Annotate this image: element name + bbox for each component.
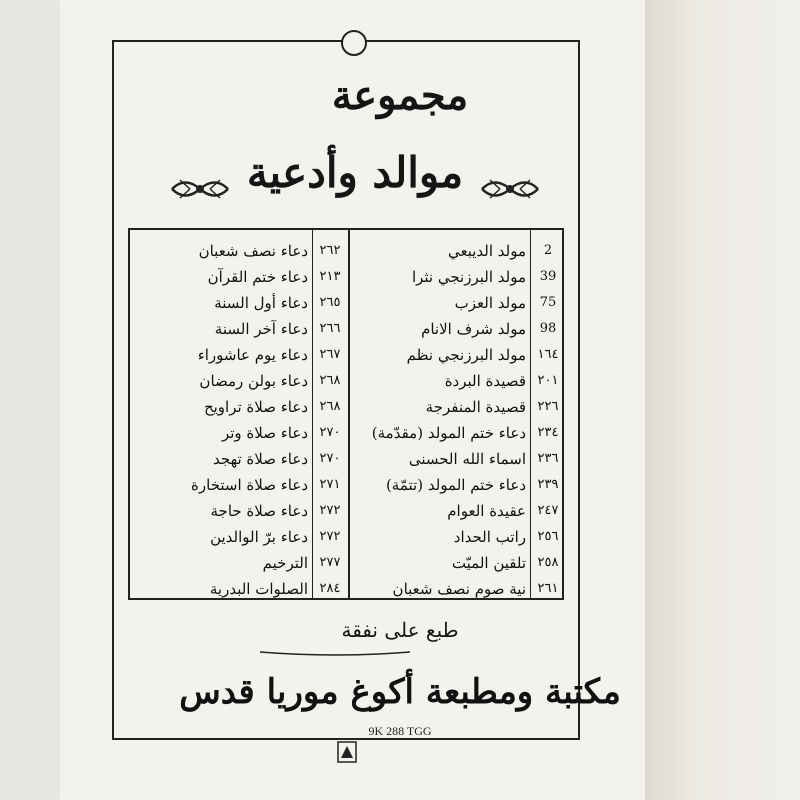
toc-entry-title: عقيدة العوام (447, 502, 526, 520)
toc-page-number: ٢١٣ (319, 269, 341, 284)
toc-page-number: ٢٥٦ (537, 529, 559, 544)
toc-page-number: ٢٦٨ (319, 373, 341, 388)
divider-flourish-icon (260, 648, 410, 656)
printed-by-label: طبع على نفقة (341, 618, 459, 642)
toc-page-number: 98 (539, 321, 557, 336)
toc-entry-title: مولد الديبعي (447, 242, 526, 260)
toc-entry-title: دعاء ختم المولد (تتمّة) (385, 476, 526, 494)
toc-entry-title: دعاء برّ الوالدين (210, 528, 308, 546)
toc-page-number: ٢٥٨ (537, 555, 559, 570)
toc-entry-title: نية صوم نصف شعبان (392, 580, 526, 598)
toc-page-number: ٢٧١ (319, 477, 341, 492)
mawlid-doa-title: موالد وأدعية (246, 148, 464, 197)
toc-entry-title: مولد شرف الانام (421, 320, 526, 338)
right-flourish-icon (480, 174, 540, 204)
toc-page-number: ٢٦٢ (319, 243, 341, 258)
toc-page-number: ٢٧٠ (319, 451, 341, 466)
toc-entry-title: قصيدة المنفرجة (425, 398, 526, 416)
toc-page-number: ٢٣٤ (537, 425, 559, 440)
toc-entry-title: دعاء أول السنة (214, 294, 308, 312)
publisher-logo-icon (336, 740, 358, 764)
toc-entry-title: اسماء الله الحسنى (408, 450, 526, 468)
subtitle-row (160, 148, 550, 223)
toc-entry-title: مولد البرزنجي نثرا (411, 268, 526, 286)
print-code (0, 724, 800, 739)
table-of-contents (128, 228, 564, 600)
toc-entry-title: دعاء ختم المولد (مقدّمة) (371, 424, 526, 442)
toc-entry-title: مولد البرزنجي نظم (406, 346, 526, 364)
toc-entry-title: دعاء يوم عاشوراء (197, 346, 308, 364)
toc-page-number: ٢٧٢ (319, 503, 341, 518)
toc-entry-title: تلقين الميّت (451, 554, 526, 572)
toc-entry-title: دعاء صلاة حاجة (210, 502, 308, 520)
publisher-name: مكتبة ومطبعة أكوغ موريا قدس (179, 672, 621, 712)
toc-page-number: ٢٧٠ (319, 425, 341, 440)
toc-entry-title: مولد العزب (454, 294, 526, 312)
toc-entry-title: دعاء صلاة استخارة (191, 476, 308, 494)
toc-page-number: ٢٢٦ (537, 399, 559, 414)
toc-page-number: 75 (539, 295, 557, 310)
toc-page-number: 2 (543, 243, 553, 258)
print-code-text: 9K 288 TGG (368, 724, 432, 738)
toc-page-number: ٢٨٤ (319, 581, 341, 596)
toc-page-number: ٢٦٥ (319, 295, 341, 310)
toc-entry-title: دعاء صلاة وتر (221, 424, 308, 442)
collection-title: مجموعة (331, 72, 469, 119)
toc-entry-title: دعاء نصف شعبان (198, 242, 308, 260)
toc-page-number: ٢٧٧ (319, 555, 341, 570)
toc-entry-title: قصيدة البردة (444, 372, 526, 390)
column-divider (348, 230, 350, 598)
toc-page-number: ٢٤٧ (537, 503, 559, 518)
toc-page-number: ٢٦٧ (319, 347, 341, 362)
top-ring-ornament (341, 30, 367, 56)
toc-entry-title: دعاء آخر السنة (214, 320, 308, 338)
toc-page-number: ٢٧٢ (319, 529, 341, 544)
toc-page-number: ٢٦٨ (319, 399, 341, 414)
toc-entry-title: الصلوات البدرية (209, 580, 308, 598)
toc-page-number: ٢٣٩ (537, 477, 559, 492)
toc-page-number: ١٦٤ (537, 347, 559, 362)
toc-entry-title: دعاء ختم القرآن (207, 268, 308, 286)
toc-page-number: ٢٦١ (537, 581, 559, 596)
toc-entry-title: دعاء صلاة تراويح (203, 398, 308, 416)
toc-page-number: ٢٣٦ (537, 451, 559, 466)
toc-entry-title: دعاء صلاة تهجد (213, 450, 308, 468)
toc-entry-title: راتب الحداد (453, 528, 526, 546)
toc-entry-title: دعاء بولن رمضان (199, 372, 308, 390)
toc-page-number: ٢٦٦ (319, 321, 341, 336)
toc-entry-title: الترخيم (262, 554, 308, 572)
toc-page-number: 39 (539, 269, 557, 284)
toc-page-number: ٢٠١ (537, 373, 559, 388)
